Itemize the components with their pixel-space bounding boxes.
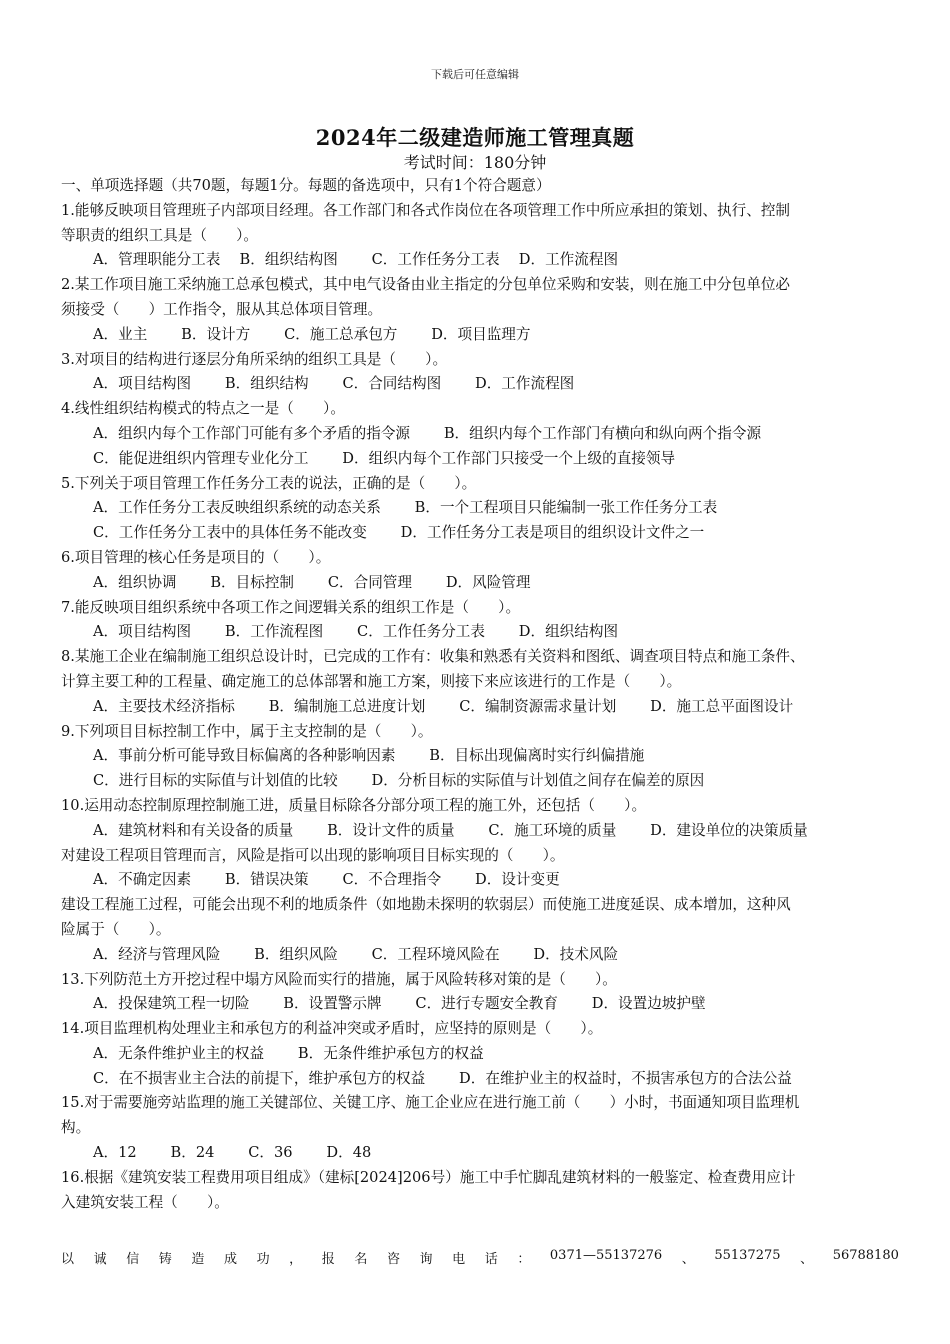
- footer-contact: [61, 1248, 899, 1267]
- answer-options: A．12 B．24 C．36 D．48: [93, 1144, 372, 1162]
- question-text: 5.下列关于项目管理工作任务分工表的说法，正确的是（ ）。: [61, 474, 477, 492]
- answer-options: A．管理职能分工表 B．组织结构图 C．工作任务分工表 D．工作流程图: [93, 251, 619, 269]
- footer-char: 名: [354, 1252, 368, 1267]
- question-text: 建设工程施工过程，可能会出现不利的地质条件（如地勘未探明的软弱层）而使施工进度延误、成本增加，这种风: [61, 896, 791, 914]
- question-text: 3.对项目的结构进行逐层分角所采纳的组织工具是（ ）。: [61, 350, 448, 368]
- question-text: 6.项目管理的核心任务是项目的（ ）。: [61, 548, 331, 566]
- page-title: 2024年二级建造师施工管理真题: [315, 125, 635, 150]
- answer-options: A．不确定因素 B．错误决策 C．不合理指令 D．设计变更: [93, 871, 560, 889]
- question-text: 入建筑安装工程（ ）。: [61, 1193, 229, 1211]
- exam-duration: 考试时间：180分钟: [403, 153, 547, 172]
- answer-options: A．主要技术经济指标 B．编制施工总进度计划 C．编制资源需求量计划 D．施工总平面图设计: [93, 697, 794, 715]
- question-text: 4.线性组织结构模式的特点之一是（ ）。: [61, 400, 345, 418]
- header-note: 下载后可任意编辑: [431, 68, 519, 81]
- answer-options: A．投保建筑工程一切险 B．设置警示牌 C．进行专题安全教育 D．设置边坡护壁: [93, 995, 706, 1013]
- answer-options: A．组织协调 B．目标控制 C．合同管理 D．风险管理: [93, 573, 531, 591]
- footer-char: 、: [681, 1252, 695, 1267]
- footer-char: 询: [419, 1252, 433, 1267]
- question-text: 险属于（ ）。: [61, 920, 171, 938]
- footer-char: 诚: [93, 1252, 107, 1267]
- footer-char: 功: [256, 1252, 270, 1267]
- answer-options: C．进行目标的实际值与计划值的比较 D．分析目标的实际值与计划值之间存在偏差的原因: [93, 772, 705, 790]
- answer-options: A．项目结构图 B．工作流程图 C．工作任务分工表 D．组织结构图: [93, 623, 619, 641]
- question-text: 16.根据《建筑安装工程费用项目组成》（建标[2024]206号）施工中手忙脚乱建筑材料的一般鉴定、检查费用应计: [61, 1168, 796, 1186]
- answer-options: A．项目结构图 B．组织结构 C．合同结构图 D．工作流程图: [93, 375, 575, 393]
- footer-char: 造: [191, 1252, 205, 1267]
- footer-char: ：: [517, 1252, 531, 1267]
- footer-char: 咨: [386, 1252, 400, 1267]
- answer-options: A．业主 B．设计方 C．施工总承包方 D．项目监理方: [93, 325, 531, 343]
- question-text: 7.能反映项目组织系统中各项工作之间逻辑关系的组织工作是（ ）。: [61, 598, 521, 616]
- question-text: 9.下列项目目标控制工作中，属于主支控制的是（ ）。: [61, 722, 433, 740]
- question-text: 10.运用动态控制原理控制施工进，质量目标除各分部分项工程的施工外，还包括（ ）。: [61, 796, 647, 814]
- answer-options: A．经济与管理风险 B．组织风险 C．工程环境风险在 D．技术风险: [93, 945, 619, 963]
- answer-options: A．事前分析可能导致目标偏离的各种影响因素 B．目标出现偏离时实行纠偏措施: [93, 747, 645, 765]
- footer-char: 报: [321, 1252, 335, 1267]
- question-text: 对建设工程项目管理而言，风险是指可以出现的影响项目目标实现的（ ）。: [61, 846, 565, 864]
- question-text: 等职责的组织工具是（ ）。: [61, 226, 259, 244]
- answer-options: A．建筑材料和有关设备的质量 B．设计文件的质量 C．施工环境的质量 D．建设单位的决策质量: [93, 821, 808, 839]
- answer-options: C．在不损害业主合法的前提下，维护承包方的权益 D．在维护业主的权益时，不损害承包方的合法公益: [93, 1069, 792, 1087]
- footer-char: 56788180: [832, 1248, 899, 1263]
- answer-options: A．工作任务分工表反映组织系统的动态关系 B．一个工程项目只能编制一张工作任务分工表: [93, 499, 718, 517]
- footer-char: ，: [289, 1252, 303, 1267]
- question-text: 8.某施工企业在编制施工组织总设计时，已完成的工作有：收集和熟悉有关资料和图纸、调查项目特点和施工条件、: [61, 648, 805, 666]
- question-text: 14.项目监理机构处理业主和承包方的利益冲突或矛盾时，应坚持的原则是（ ）。: [61, 1020, 603, 1038]
- question-text: 2.某工作项目施工采纳施工总承包模式，其中电气设备由业主指定的分包单位采购和安装，则在施工中分包单位必: [61, 276, 791, 294]
- footer-char: 信: [126, 1252, 140, 1267]
- question-text: 须接受（ ）工作指令，服从其总体项目管理。: [61, 300, 383, 318]
- question-text: 构。: [61, 1119, 91, 1137]
- question-text: 15.对于需要施旁站监理的施工关键部位、关键工序、施工企业应在进行施工前（ ）小时，书面通知项目监理机: [61, 1094, 800, 1112]
- question-text: 计算主要工种的工程量、确定施工的总体部署和施工方案，则接下来应该进行的工作是（ ）。: [61, 672, 682, 690]
- question-text: 一、单项选择题（共70题，每题1分。每题的备选项中，只有1个符合题意）: [61, 177, 551, 194]
- answer-options: C．工作任务分工表中的具体任务不能改变 D．工作任务分工表是项目的组织设计文件之一: [93, 524, 705, 542]
- answer-options: A．组织内每个工作部门可能有多个矛盾的指令源 B．组织内每个工作部门有横向和纵向两个指令源: [93, 424, 762, 442]
- footer-char: 55137275: [714, 1248, 781, 1263]
- footer-char: 电: [452, 1252, 466, 1267]
- answer-options: A．无条件维护业主的权益 B．无条件维护承包方的权益: [93, 1044, 484, 1062]
- footer-char: 成: [223, 1252, 237, 1267]
- footer-char: 以: [61, 1252, 75, 1267]
- question-text: 13.下列防范土方开挖过程中塌方风险而实行的措施，属于风险转移对策的是（ ）。: [61, 970, 617, 988]
- footer-char: 话: [484, 1252, 498, 1267]
- footer-char: 0371—55137276: [549, 1248, 663, 1263]
- footer-char: 铸: [158, 1252, 172, 1267]
- footer-char: 、: [800, 1252, 814, 1267]
- question-text: 1.能够反映项目管理班子内部项目经理。各工作部门和各式作岗位在各项管理工作中所应承担的策划、执行、控制: [61, 201, 791, 219]
- answer-options: C．能促进组织内管理专业化分工 D．组织内每个工作部门只接受一个上级的直接领导: [93, 449, 676, 467]
- question-body: [61, 174, 913, 1215]
